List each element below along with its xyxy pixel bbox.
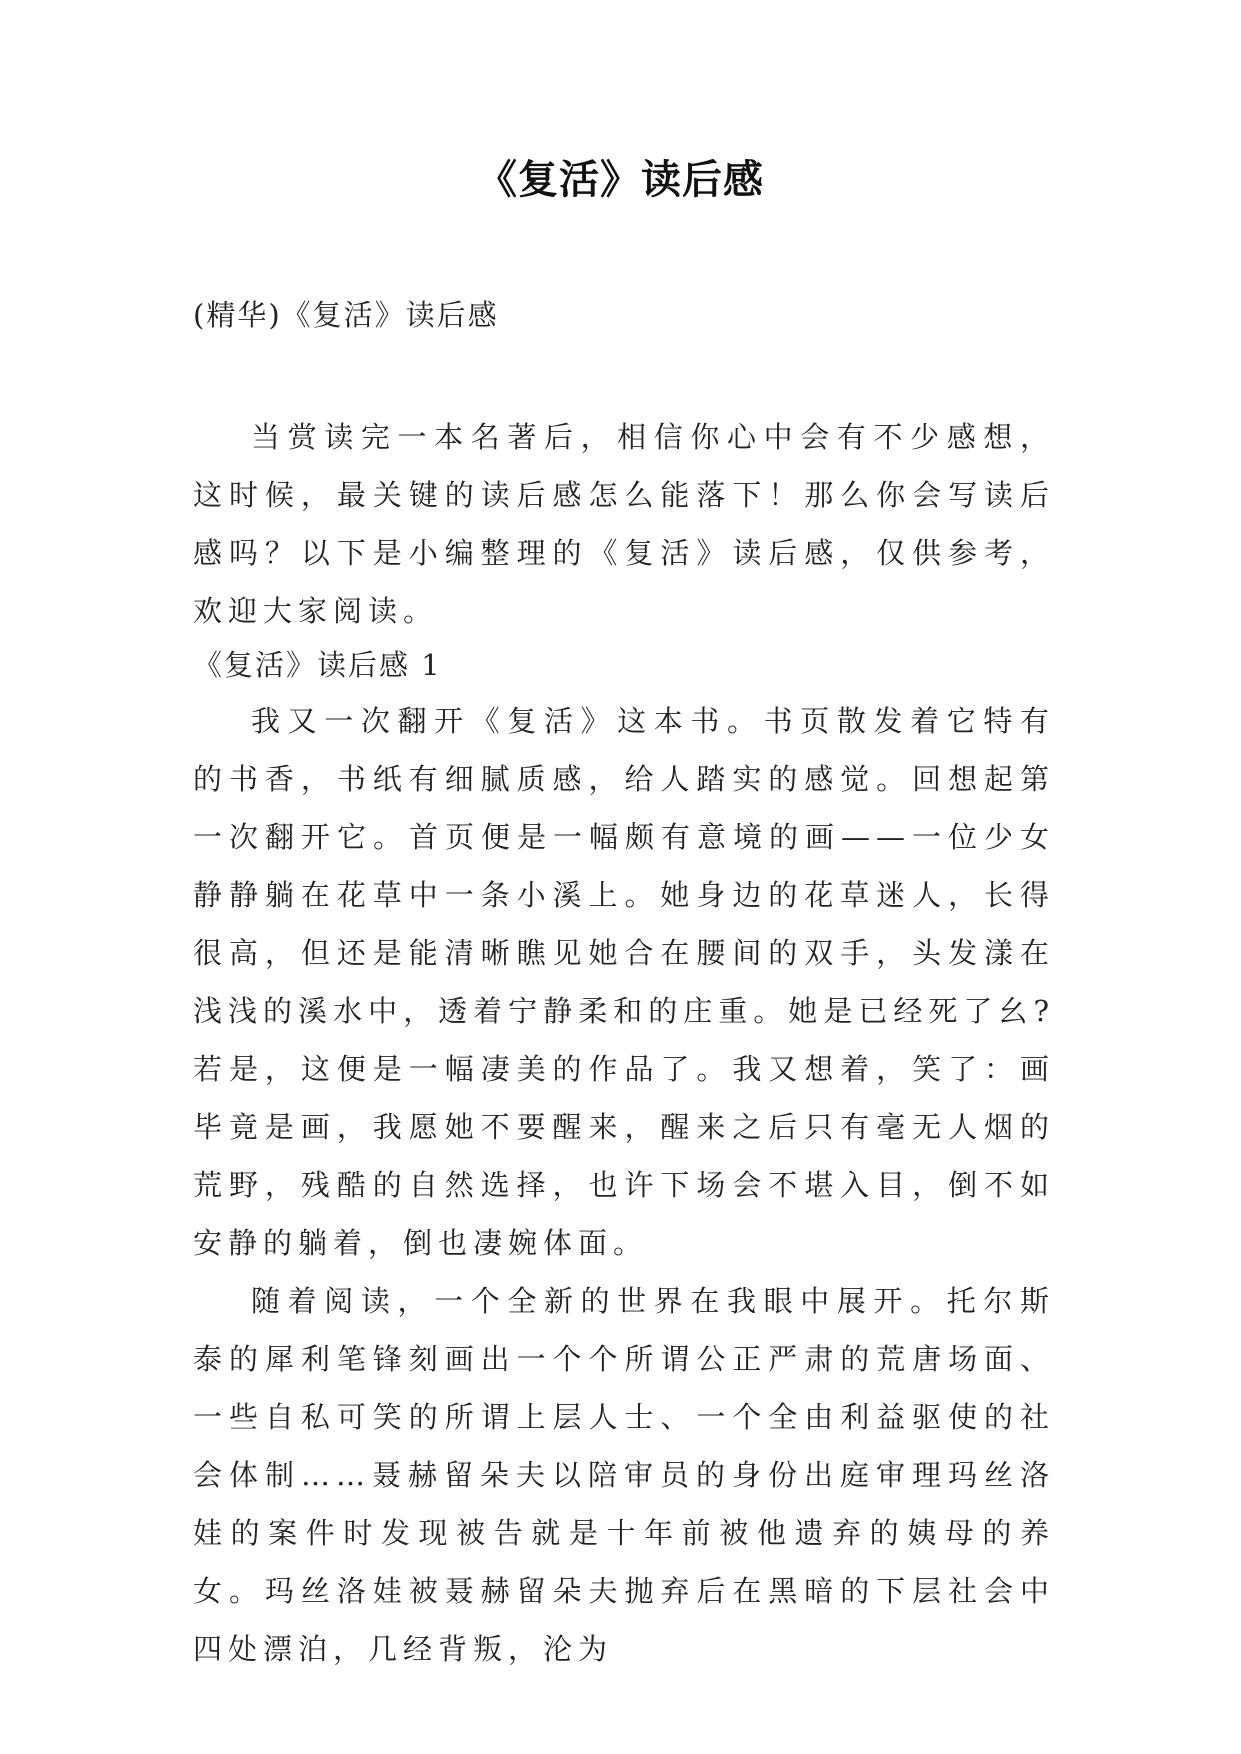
body-block bbox=[193, 692, 1055, 1678]
document-subtitle: (精华)《复活》读后感 bbox=[193, 298, 499, 332]
section-heading: 《复活》读后感 1 bbox=[193, 648, 442, 682]
document-title: 《复活》读后感 bbox=[477, 156, 764, 203]
body-paragraph: 我又一次翻开《复活》这本书。书页散发着它特有的书香，书纸有细腻质感，给人踏实的感觉。回想起第一次翻开它。首页便是一幅颇有意境的画——一位少女静静躺在花草中一条小溪上。她身边的花草迷人，长得很高，但还是能清晰瞧见她合在腰间的双手，头发漾在浅浅的溪水中，透着宁静柔和的庄重。她是已经死了幺?若是，这便是一幅凄美的作品了。我又想着，笑了：画毕竟是画，我愿她不要醒来，醒来之后只有毫无人烟的荒野，残酷的自然选择，也许下场会不堪入目，倒不如安静的躺着，倒也凄婉体面。 bbox=[193, 704, 1055, 1260]
intro-paragraph: 当赏读完一本名著后，相信你心中会有不少感想，这时候，最关键的读后感怎么能落下！那么你会写读后感吗？以下是小编整理的《复活》读后感，仅供参考，欢迎大家阅读。 bbox=[193, 420, 1055, 628]
body-paragraph: 随着阅读，一个全新的世界在我眼中展开。托尔斯泰的犀利笔锋刻画出一个个所谓公正严肃的荒唐场面、一些自私可笑的所谓上层人士、一个全由利益驱使的社会体制……聂赫留朵夫以陪审员的身份出庭审理玛丝洛娃的案件时发现被告就是十年前被他遗弃的姨母的养女。玛丝洛娃被聂赫留朵夫抛弃后在黑暗的下层社会中四处漂泊，几经背叛，沦为 bbox=[193, 1284, 1055, 1666]
intro-block bbox=[193, 408, 1055, 640]
